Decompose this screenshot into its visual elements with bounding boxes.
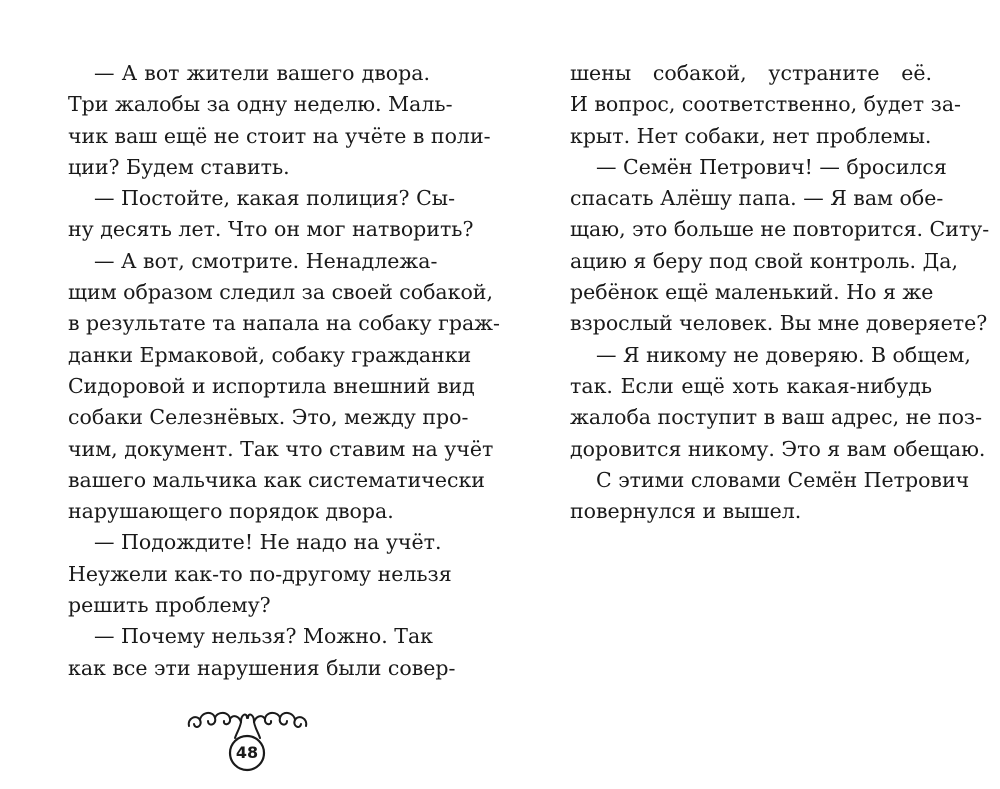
text-line: — Семён Петрович! — бросился <box>596 154 947 179</box>
text-line: нарушающего порядок двора. <box>68 499 394 524</box>
page-folio <box>185 700 310 775</box>
text-line: Сидоровой и испортила внешний вид <box>68 373 475 398</box>
text-line: ции? Будем ставить. <box>68 154 290 179</box>
text-line: так. Если ещё хоть какая-нибудь <box>570 373 932 398</box>
text-line: Три жалобы за одну неделю. Маль- <box>68 92 453 117</box>
text-line: ну десять лет. Что он мог натворить? <box>68 217 474 242</box>
text-line: шены собакой, устраните её. <box>570 61 932 85</box>
text-line: И вопрос, соответственно, будет за- <box>570 92 961 117</box>
text-line: С этими словами Семён Петрович <box>596 467 970 492</box>
left-text-column <box>68 58 500 684</box>
text-line: данки Ермаковой, собаку гражданки <box>68 342 472 367</box>
text-line: — Постойте, какая полиция? Сы- <box>94 186 455 211</box>
text-line: спасать Алёшу папа. — Я вам обе- <box>570 186 944 211</box>
text-line: повернулся и вышел. <box>570 499 802 524</box>
text-line: собаки Селезнёвых. Это, между про- <box>68 405 469 430</box>
text-line: — Я никому не доверяю. В общем, <box>596 342 971 367</box>
text-line: вашего мальчика как систематически <box>68 467 485 492</box>
text-line: ребёнок ещё маленький. Но я же <box>570 280 934 305</box>
text-line: — А вот, смотрите. Ненадлежа- <box>94 248 438 273</box>
text-line: ацию я беру под свой контроль. Да, <box>570 248 958 273</box>
text-line: щаю, это больше не повторится. Ситу- <box>570 217 990 242</box>
text-line: — Подождите! Не надо на учёт. <box>94 530 442 555</box>
text-line: крыт. Нет собаки, нет проблемы. <box>570 123 932 148</box>
text-line: жалоба поступит в ваш адрес, не поз- <box>570 405 983 430</box>
text-line: как все эти нарушения были совер- <box>68 655 456 680</box>
text-line: чик ваш ещё не стоит на учёте в поли- <box>68 123 491 148</box>
text-line: доровится никому. Это я вам обещаю. <box>570 436 986 461</box>
text-line: — Почему нельзя? Можно. Так <box>94 624 433 649</box>
text-line: Неужели как-то по-другому нельзя <box>68 561 452 586</box>
text-line: щим образом следил за своей собакой, <box>68 280 493 305</box>
page-number: 48 <box>235 743 259 762</box>
right-text-column <box>570 58 990 527</box>
text-line: решить проблему? <box>68 593 271 618</box>
text-line: чим, документ. Так что ставим на учёт <box>68 436 494 461</box>
text-line: в результате та напала на собаку граж- <box>68 311 500 336</box>
text-line: — А вот жители вашего двора. <box>94 61 430 85</box>
text-line: взрослый человек. Вы мне доверяете? <box>570 311 988 336</box>
